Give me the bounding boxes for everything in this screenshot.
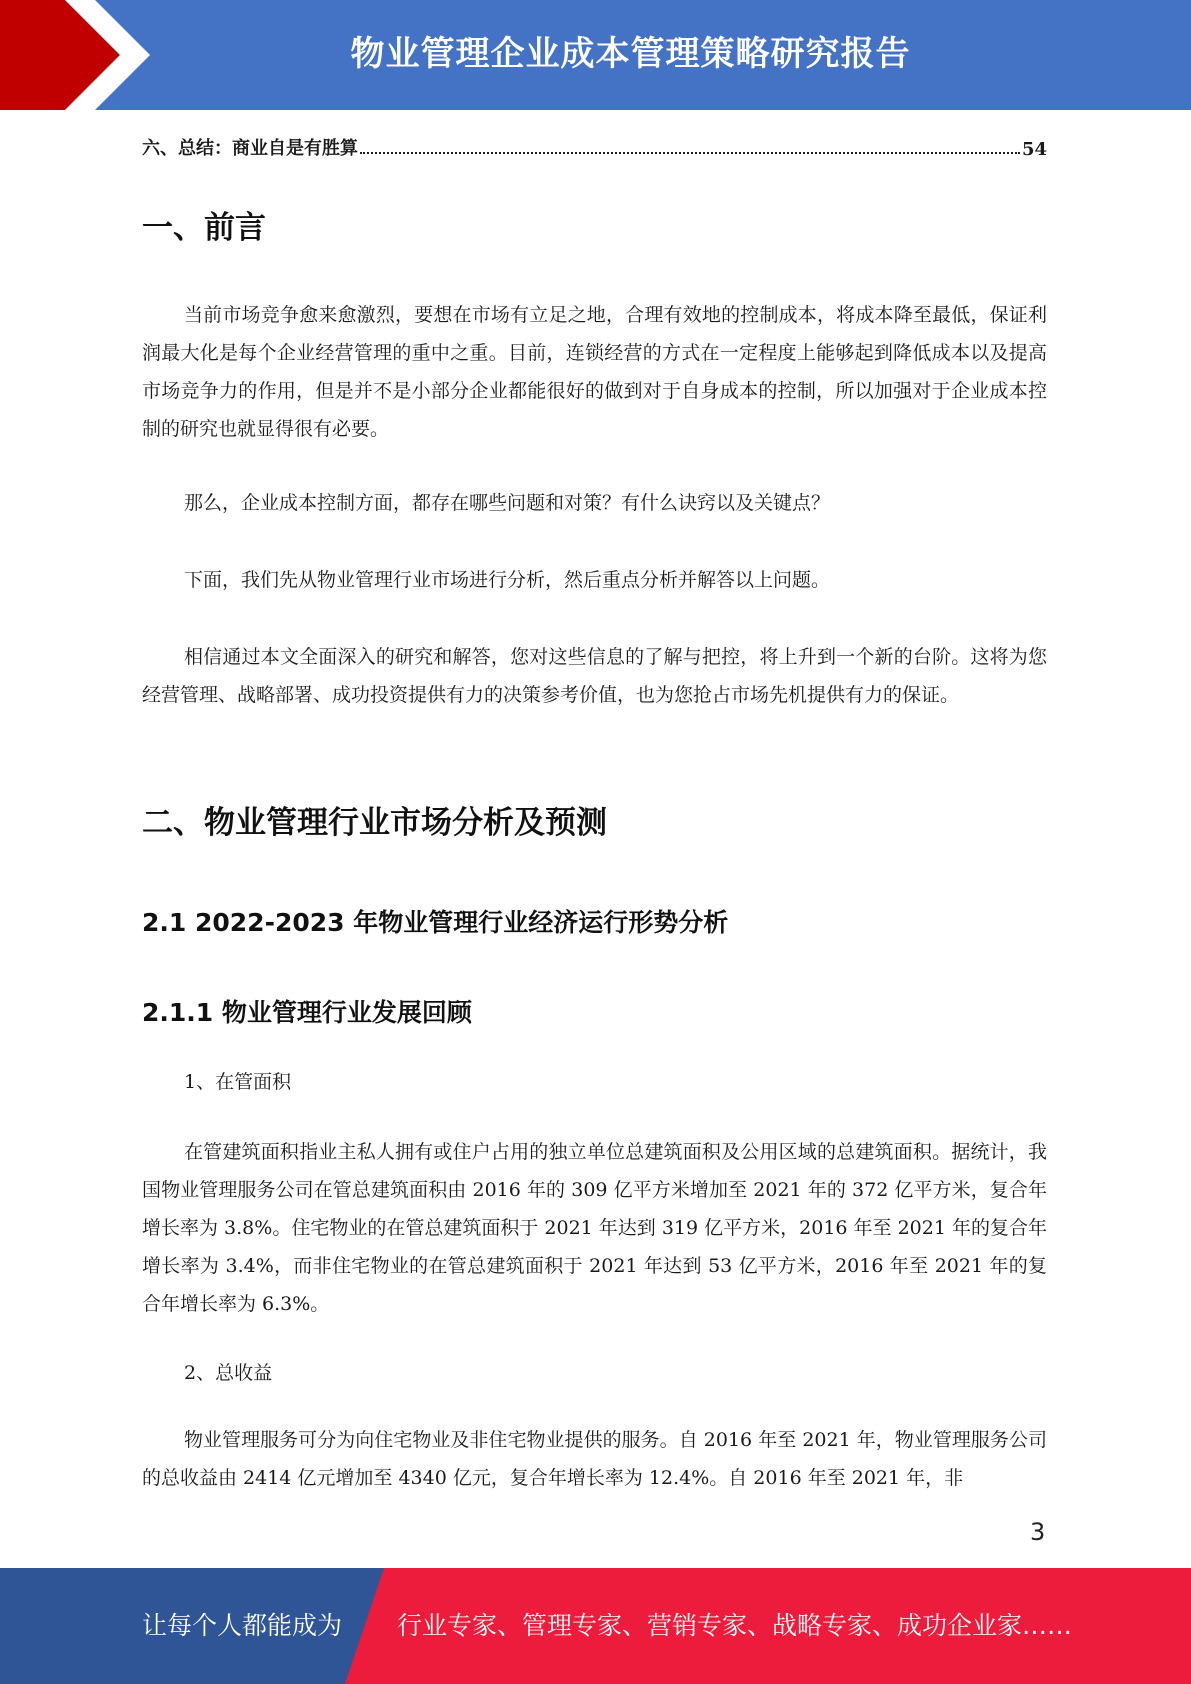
toc-leader-dots xyxy=(360,152,1020,154)
section-heading-market: 二、物业管理行业市场分析及预测 xyxy=(142,805,607,841)
list-item-area: 1、在管面积 xyxy=(184,1071,292,1093)
preface-paragraph-2: 那么，企业成本控制方面，都存在哪些问题和对策？有什么诀窍以及关键点？ xyxy=(184,492,831,514)
area-paragraph: 在管建筑面积指业主私人拥有或住户占用的独立单位总建筑面积及公用区域的总建筑面积。据统计，我国物业管理服务公司在管总建筑面积由 2016 年的 309 亿平方米增加至 2021 年的 372 亿平方米，复合年增长率为 3.8%。住宅物业的在管总建筑面积于 2021 年达到 319 亿平方米，2016 年至 2021 年的复合年增长率为 3.4%，而非住宅物业的在管总建筑面积于 2021 年达到 53 亿平方米，2016 年至 2021 年的复合年增长率为 6.3%。 xyxy=(142,1141,1047,1315)
report-title: 物业管理企业成本管理策略研究报告 xyxy=(350,34,911,74)
revenue-paragraph: 物业管理服务可分为向住宅物业及非住宅物业提供的服务。自 2016 年至 2021 年，物业管理服务公司的总收益由 2414 亿元增加至 4340 亿元，复合年增长率为 12.4%。自 2016 年至 2021 年，非 xyxy=(142,1429,1047,1489)
preface-paragraph-1: 当前市场竞争愈来愈激烈，要想在市场有立足之地，合理有效地的控制成本，将成本降至最低，保证利润最大化是每个企业经营管理的重中之重。目前，连锁经营的方式在一定程度上能够起到降低成本以及提高市场竞争力的作用，但是并不是小部分企业都能很好的做到对于自身成本的控制，所以加强对于企业成本控制的研究也就显得很有必要。 xyxy=(142,304,1047,440)
toc-entry-page: 54 xyxy=(1021,139,1047,160)
preface-paragraph-3: 下面，我们先从物业管理行业市场进行分析，然后重点分析并解答以上问题。 xyxy=(184,569,831,591)
subsection-heading-2-1: 2.1 2022-2023 年物业管理行业经济运行形势分析 xyxy=(142,908,729,937)
footer-slogan-right: 行业专家、管理专家、营销专家、战略专家、成功企业家…… xyxy=(397,1611,1073,1640)
preface-paragraph-4: 相信通过本文全面深入的研究和解答，您对这些信息的了解与把控，将上升到一个新的台阶。这将为您经营管理、战略部署、成功投资提供有力的决策参考价值，也为您抢占市场先机提供有力的保证。 xyxy=(142,646,1047,706)
page-number: 3 xyxy=(1030,1518,1046,1546)
toc-entry-label: 六、总结：商业自是有胜算 xyxy=(142,138,358,159)
section-heading-preface: 一、前言 xyxy=(142,210,266,246)
toc-entry[interactable] xyxy=(142,130,1047,160)
header-banner xyxy=(0,0,1191,110)
footer-banner xyxy=(0,1568,1191,1684)
footer-slogan-left: 让每个人都能成为 xyxy=(142,1611,343,1640)
subsection-heading-2-1-1: 2.1.1 物业管理行业发展回顾 xyxy=(142,998,472,1027)
list-item-revenue: 2、总收益 xyxy=(184,1362,273,1384)
